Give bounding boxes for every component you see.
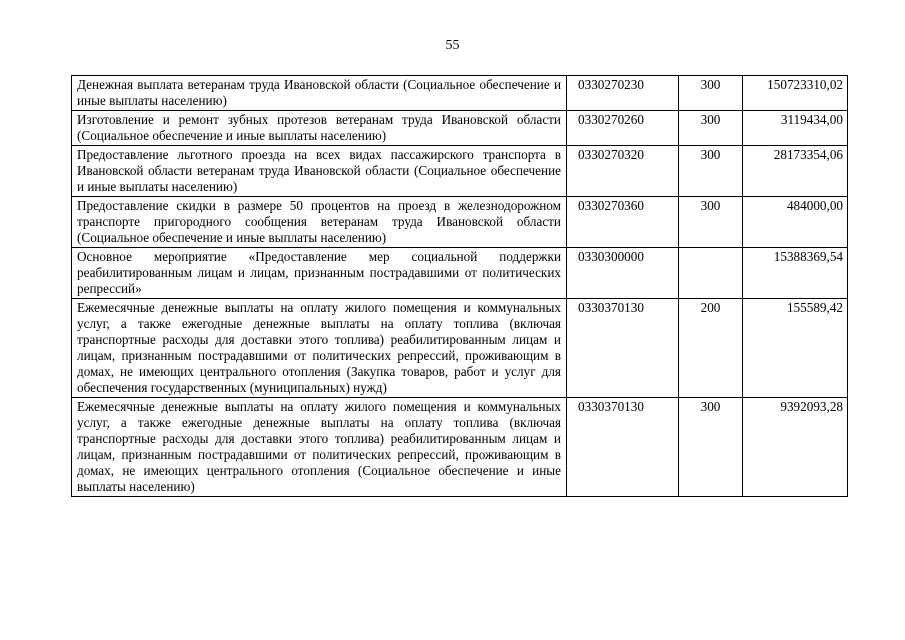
row-expense-kind: 300 <box>679 398 743 497</box>
table-row <box>72 398 848 497</box>
row-expense-kind: 300 <box>679 197 743 248</box>
row-target-code: 0330270320 <box>567 146 679 197</box>
table-row <box>72 299 848 398</box>
row-expense-kind: 300 <box>679 111 743 146</box>
row-description: Денежная выплата ветеранам труда Ивановской области (Социальное обеспечение и иные выплаты населению) <box>72 76 567 111</box>
row-target-code: 0330270230 <box>567 76 679 111</box>
row-target-code: 0330370130 <box>567 398 679 497</box>
table-row <box>72 248 848 299</box>
row-description: Предоставление льготного проезда на всех видах пассажирского транспорта в Ивановской области ветеранам труда Ивановской области (Социальное обеспечение и иные выплаты населению) <box>72 146 567 197</box>
table-row <box>72 146 848 197</box>
row-target-code: 0330370130 <box>567 299 679 398</box>
row-target-code: 0330270360 <box>567 197 679 248</box>
row-target-code: 0330300000 <box>567 248 679 299</box>
row-amount: 155589,42 <box>743 299 848 398</box>
row-description: Основное мероприятие «Предоставление мер социальной поддержки реабилитированным лицам и лицам, признанным пострадавшими от политических репрессий» <box>72 248 567 299</box>
row-amount: 150723310,02 <box>743 76 848 111</box>
row-expense-kind: 200 <box>679 299 743 398</box>
row-amount: 3119434,00 <box>743 111 848 146</box>
table-row <box>72 76 848 111</box>
table-row <box>72 197 848 248</box>
row-amount: 28173354,06 <box>743 146 848 197</box>
table-row <box>72 111 848 146</box>
row-amount: 9392093,28 <box>743 398 848 497</box>
row-amount: 15388369,54 <box>743 248 848 299</box>
row-target-code: 0330270260 <box>567 111 679 146</box>
row-description: Предоставление скидки в размере 50 процентов на проезд в железнодорожном транспорте пригородного сообщения ветеранам труда Ивановской области (Социальное обеспечение и иные выплаты населению) <box>72 197 567 248</box>
row-description: Изготовление и ремонт зубных протезов ветеранам труда Ивановской области (Социальное обеспечение и иные выплаты населению) <box>72 111 567 146</box>
row-expense-kind: 300 <box>679 76 743 111</box>
budget-table <box>71 75 848 497</box>
row-expense-kind: 300 <box>679 146 743 197</box>
row-description: Ежемесячные денежные выплаты на оплату жилого помещения и коммунальных услуг, а также ежегодные денежные выплаты на оплату топлива (включая транспортные расходы для доставки этого топлива) реабилитированным лицам и лицам, признанным пострадавшими от политических репрессий, проживающим в домах, не имеющих центрального отопления (Социальное обеспечение и иные выплаты населению) <box>72 398 567 497</box>
row-amount: 484000,00 <box>743 197 848 248</box>
page-number: 55 <box>445 38 460 53</box>
row-description: Ежемесячные денежные выплаты на оплату жилого помещения и коммунальных услуг, а также ежегодные денежные выплаты на оплату топлива (включая транспортные расходы для доставки этого топлива) реабилитированным лицам и лицам, признанным пострадавшими от политических репрессий, проживающим в домах, не имеющих центрального отопления (Закупка товаров, работ и услуг для обеспечения государственных (муниципальных) нужд) <box>72 299 567 398</box>
row-expense-kind <box>679 248 743 299</box>
